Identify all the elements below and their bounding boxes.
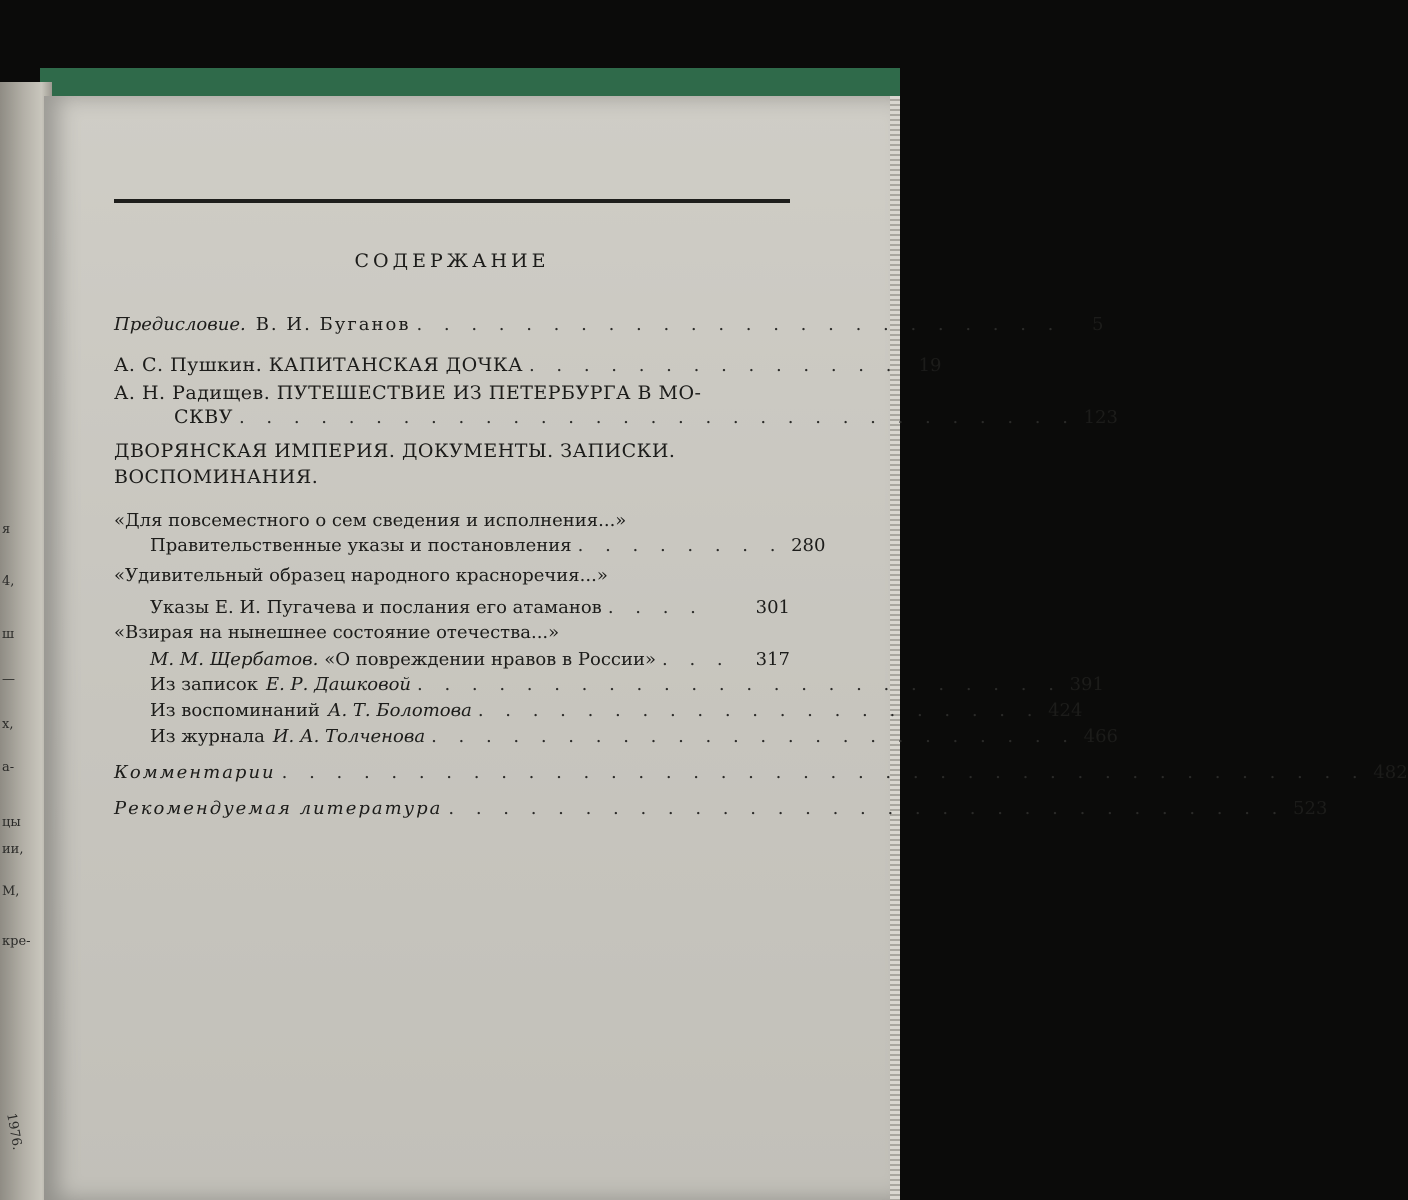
toc-leader-dots: . . . . . . . . . . . . . . . . . . . . . (477, 700, 1041, 721)
toc-author: М. М. Щербатов. (150, 649, 319, 670)
toc-author: А. Т. Болотова (327, 700, 472, 721)
toc-label: Предисловие. (114, 314, 246, 335)
toc-quote-decrees: «Для повсеместного о сем сведения и исполнения...» (114, 510, 627, 531)
left-page-fragment: x, (2, 717, 14, 732)
toc-leader-dots: . . . . . . . . . . . . . . . . . . . . . . . . (417, 674, 1062, 695)
toc-title: А. С. Пушкин. КАПИТАНСКАЯ ДОЧКА (114, 354, 523, 376)
left-page-fragment: кре- (2, 934, 31, 949)
toc-page-number: 19 (918, 355, 942, 376)
toc-leader-dots: . . . . . . . . . . . . . . . . . . . . . . . . . . . . . . . (238, 407, 1076, 428)
toc-leader-dots: . . . . . . . . . . . . . . . . . . . . . . . . (431, 726, 1077, 747)
toc-leader-dots: . . . . . . . . . . . . . . . . . . . . . . . . . . . . . . . . . . . . . . . . (281, 762, 1366, 783)
toc-title: Указы Е. И. Пугачева и послания его атаманов (150, 597, 602, 618)
toc-page-number: 391 (1069, 674, 1104, 695)
toc-prefix: Из воспоминаний (150, 700, 320, 721)
left-page-fragment: — (2, 672, 15, 687)
toc-page-number: 123 (1083, 407, 1118, 428)
left-page-fragment: 1976. (3, 1112, 25, 1152)
toc-entry-tolchenov[interactable] (150, 726, 1119, 747)
toc-quote-fatherland: «Взирая на нынешнее состояние отечества...» (114, 622, 560, 643)
toc-page-number: 523 (1293, 798, 1328, 819)
toc-leader-dots: . . . . . . . . . . . . . . (528, 355, 900, 376)
toc-author: Е. Р. Дашковой (265, 674, 411, 695)
left-page-fragment: ш (2, 627, 15, 642)
toc-page-number: 466 (1083, 726, 1119, 747)
toc-page-number: 482 (1373, 762, 1408, 783)
toc-page-number: 5 (1091, 314, 1104, 335)
toc-section-empire-line1: ДВОРЯНСКАЯ ИМПЕРИЯ. ДОКУМЕНТЫ. ЗАПИСКИ. (114, 440, 676, 462)
toc-quote-pugachev: «Удивительный образец народного красноречия...» (114, 565, 608, 586)
toc-entry-decrees[interactable] (150, 535, 826, 556)
toc-title: Комментарии (114, 762, 276, 783)
toc-leader-dots: . . . . . . . . . . . . . . . . . . . . . . . . . . . . . . . (448, 798, 1286, 819)
toc-title: СКВУ (174, 406, 233, 428)
toc-prefix: Из журнала (150, 726, 265, 747)
left-page-fragment: 4, (2, 574, 15, 589)
left-page-fragment: я (2, 522, 11, 537)
left-page-fragment: a- (2, 760, 15, 775)
toc-entry-radishchev-line1[interactable]: А. Н. Радищев. ПУТЕШЕСТВИЕ ИЗ ПЕТЕРБУРГА В МО- (114, 382, 702, 404)
toc-title: «О повреждении нравов в России» (324, 649, 656, 670)
toc-entry-literature[interactable] (114, 798, 1328, 819)
toc-leader-dots: . . . (662, 649, 731, 670)
toc-title: Рекомендуемая литература (114, 798, 443, 819)
toc-entry-radishchev[interactable] (174, 406, 1118, 428)
toc-heading: СОДЕРЖАНИЕ (354, 250, 550, 272)
toc-author: И. А. Толченова (272, 726, 426, 747)
toc-page-number: 317 (755, 649, 790, 670)
left-page-fragment: М, (2, 884, 20, 899)
toc-prefix: Из записок (150, 674, 258, 695)
toc-leader-dots: . . . . . . . . (577, 535, 784, 556)
toc-entry-comments[interactable] (114, 762, 1408, 783)
toc-section-empire-line2: ВОСПОМИНАНИЯ. (114, 466, 319, 488)
left-page-fragment: ии, (2, 842, 24, 857)
toc-entry-pushkin[interactable] (114, 354, 942, 376)
toc-page-number: 424 (1048, 700, 1083, 721)
toc-page-number: 280 (791, 535, 826, 556)
left-page-fragment: цы (2, 815, 21, 830)
toc-entry-bolotov[interactable] (150, 700, 1083, 721)
toc-author: В. И. Буганов (255, 314, 411, 335)
toc-title: Правительственные указы и постановления (150, 535, 572, 556)
toc-page-number: 301 (755, 597, 790, 618)
toc-entry-preface[interactable] (114, 314, 1104, 335)
toc-entry-dashkova[interactable] (150, 674, 1104, 695)
toc-leader-dots: . . . . (607, 597, 704, 618)
toc-entry-pugachev[interactable] (150, 597, 790, 618)
toc-entry-shcherbatov[interactable] (150, 649, 790, 670)
toc-leader-dots: . . . . . . . . . . . . . . . . . . . . . . . . (416, 314, 1062, 335)
